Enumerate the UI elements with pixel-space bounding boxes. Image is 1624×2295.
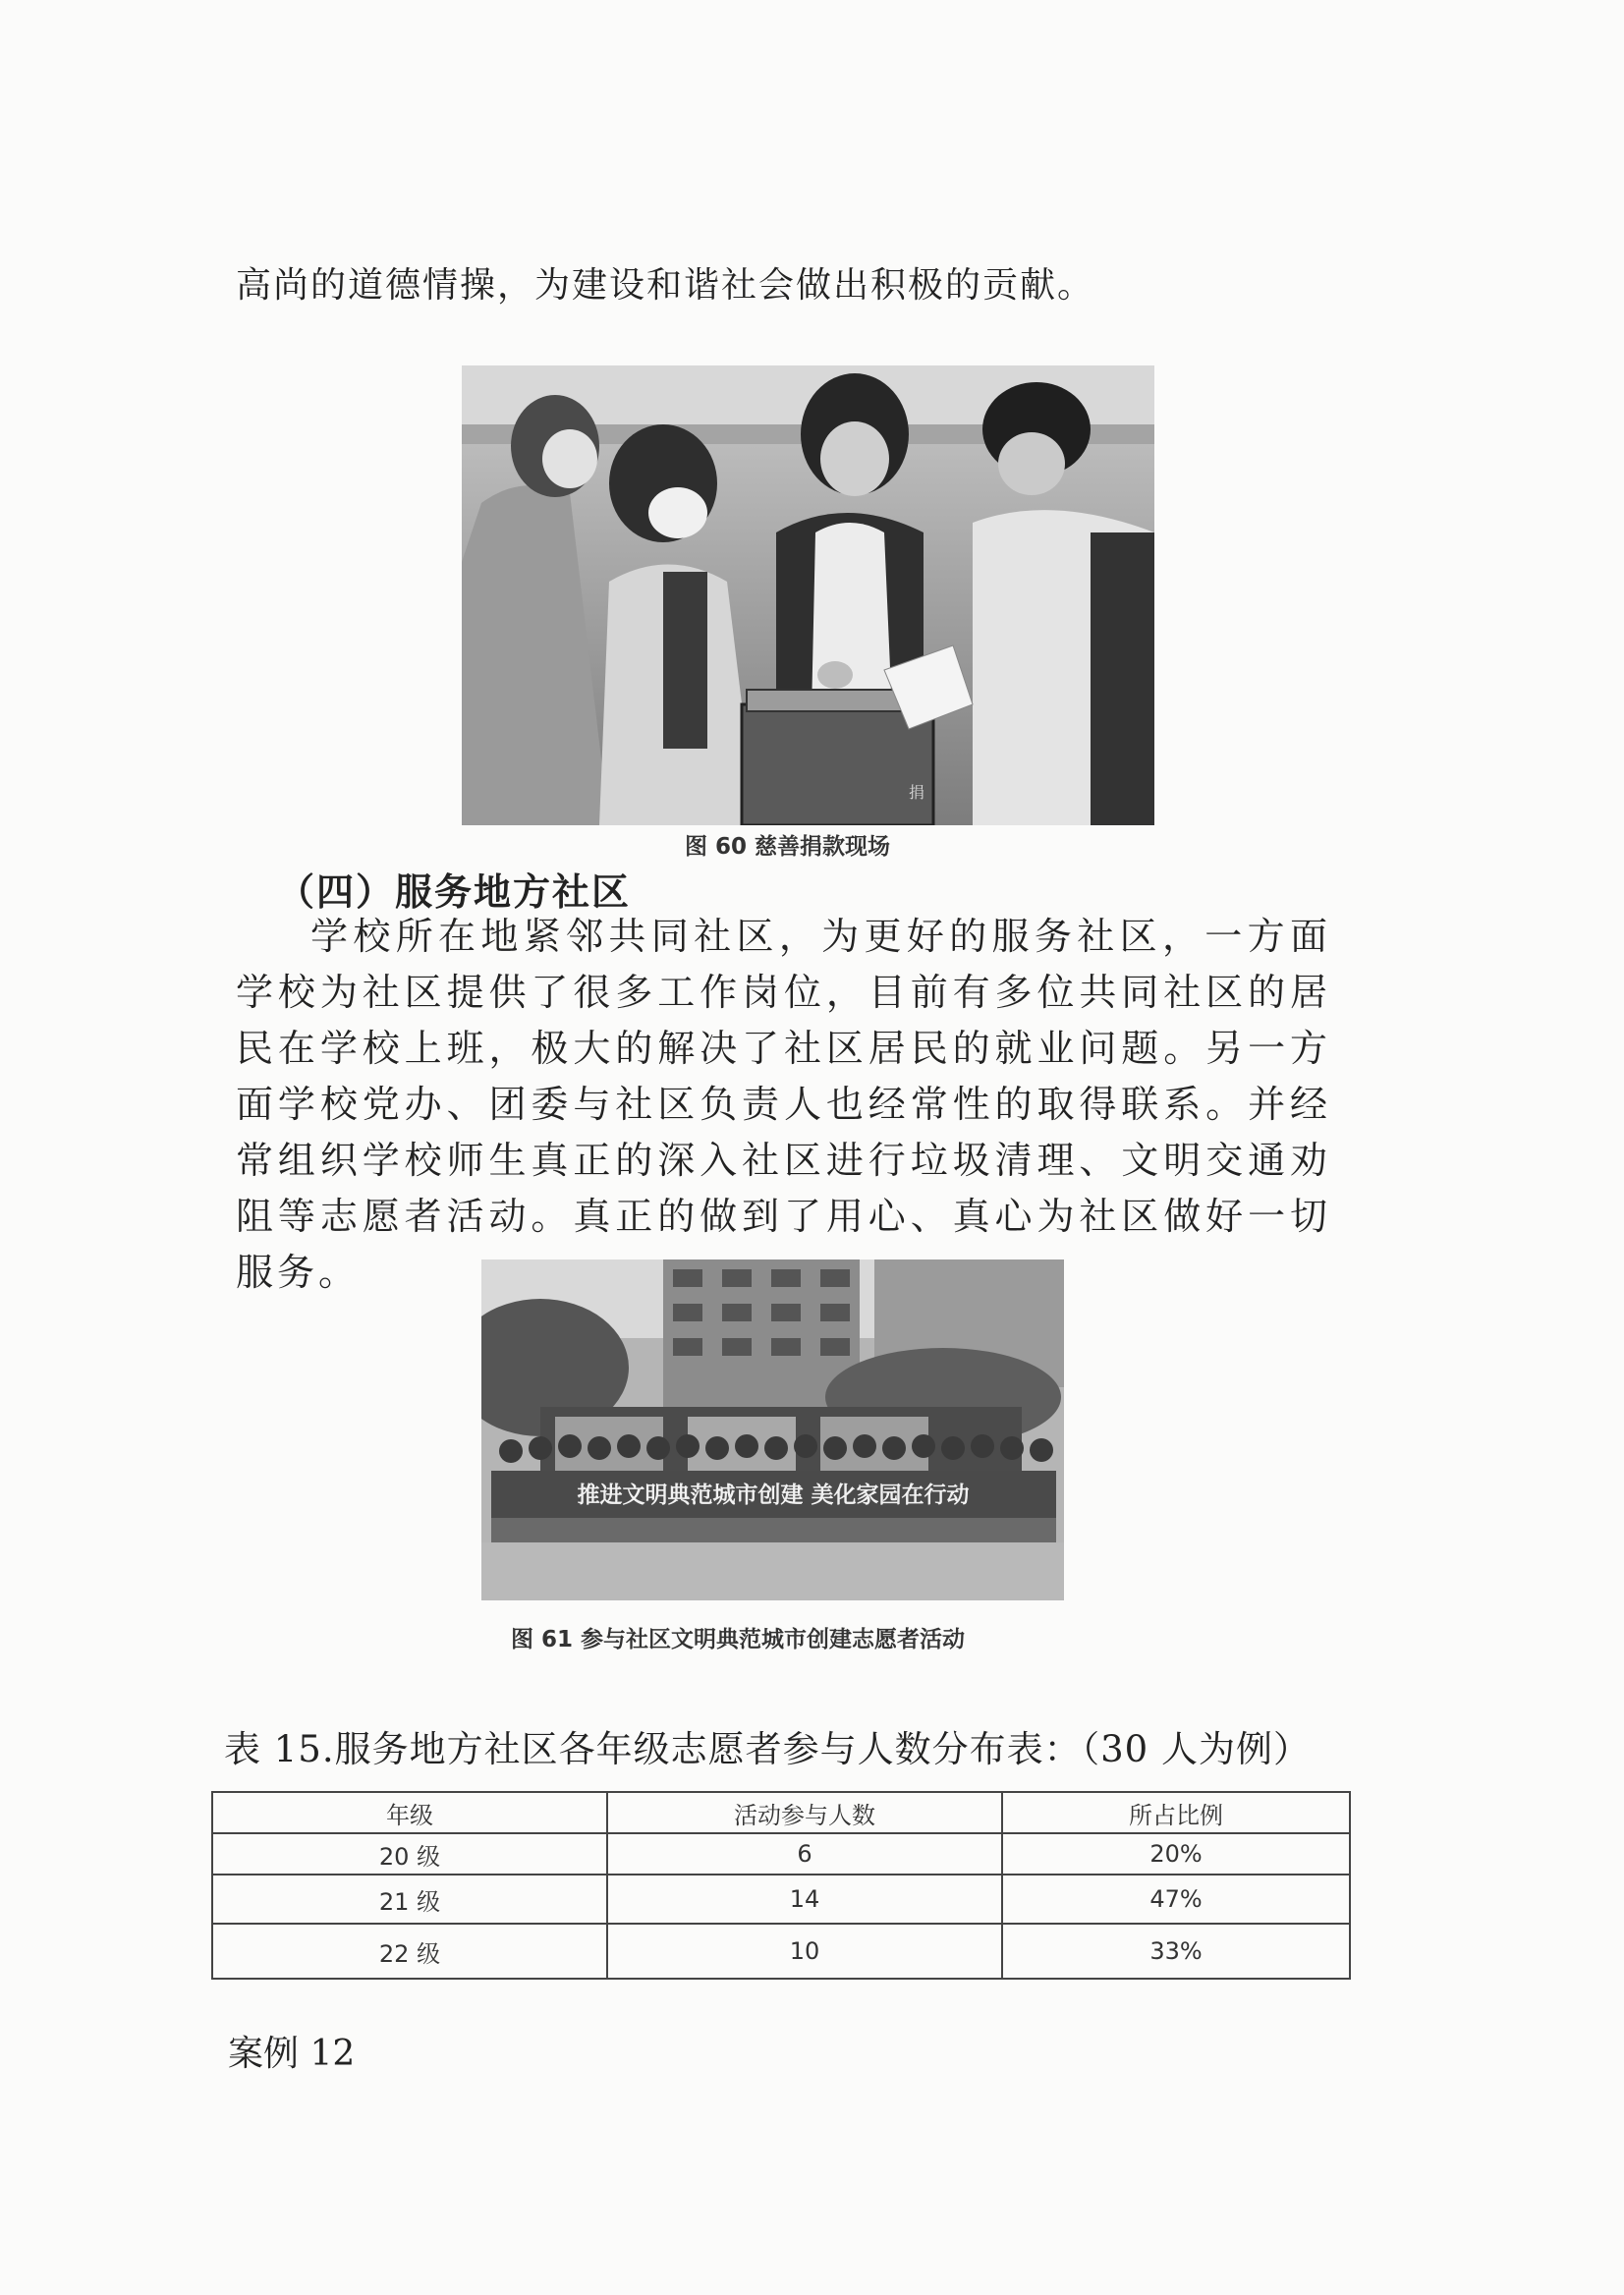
volunteer-distribution-table xyxy=(211,1791,1351,1980)
table-cell: 6 xyxy=(607,1833,1002,1875)
table-cell: 33% xyxy=(1002,1924,1350,1979)
figure-60-caption: 图 60 慈善捐款现场 xyxy=(685,834,891,860)
table-row xyxy=(212,1875,1350,1924)
table-cell: 21 级 xyxy=(212,1875,607,1924)
figure-61-caption: 图 61 参与社区文明典范城市创建志愿者活动 xyxy=(511,1627,966,1652)
intro-text-line: 高尚的道德情操，为建设和谐社会做出积极的贡献。 xyxy=(236,265,1095,306)
table-cell: 20% xyxy=(1002,1833,1350,1875)
section-heading: （四）服务地方社区 xyxy=(277,869,632,914)
table-cell: 10 xyxy=(607,1924,1002,1979)
charity-donation-photo xyxy=(462,365,1154,825)
table-cell: 14 xyxy=(607,1875,1002,1924)
table-header-cell: 所占比例 xyxy=(1002,1792,1350,1833)
donation-scene-illustration xyxy=(462,365,1154,825)
community-volunteer-photo xyxy=(481,1259,1064,1600)
table-cell: 20 级 xyxy=(212,1833,607,1875)
donation-box-label: 捐 xyxy=(909,783,925,802)
volunteer-group-illustration xyxy=(481,1259,1064,1600)
table-row xyxy=(212,1833,1350,1875)
section-paragraph: 学校所在地紧邻共同社区，为更好的服务社区，一方面学校为社区提供了很多工作岗位，目前有多位共同社区的居民在学校上班，极大的解决了社区居民的就业问题。另一方面学校党办、团委与社区负责人也经常性的取得联系。并经常组织学校师生真正的深入社区进行垃圾清理、文明交通劝阻等志愿者活动。真正的做到了用心、真心为社区做好一切服务。 xyxy=(236,915,1331,1294)
table-header-cell: 活动参与人数 xyxy=(607,1792,1002,1833)
table-cell: 47% xyxy=(1002,1875,1350,1924)
table-header-cell: 年级 xyxy=(212,1792,607,1833)
table-header-row xyxy=(212,1792,1350,1833)
case-label: 案例 12 xyxy=(228,2034,356,2074)
table-cell: 22 级 xyxy=(212,1924,607,1979)
volunteer-banner-text: 推进文明典范城市创建 美化家园在行动 xyxy=(577,1483,970,1508)
table-row xyxy=(212,1924,1350,1979)
table-caption: 表 15.服务地方社区各年级志愿者参与人数分布表：（30 人为例） xyxy=(224,1728,1311,1770)
